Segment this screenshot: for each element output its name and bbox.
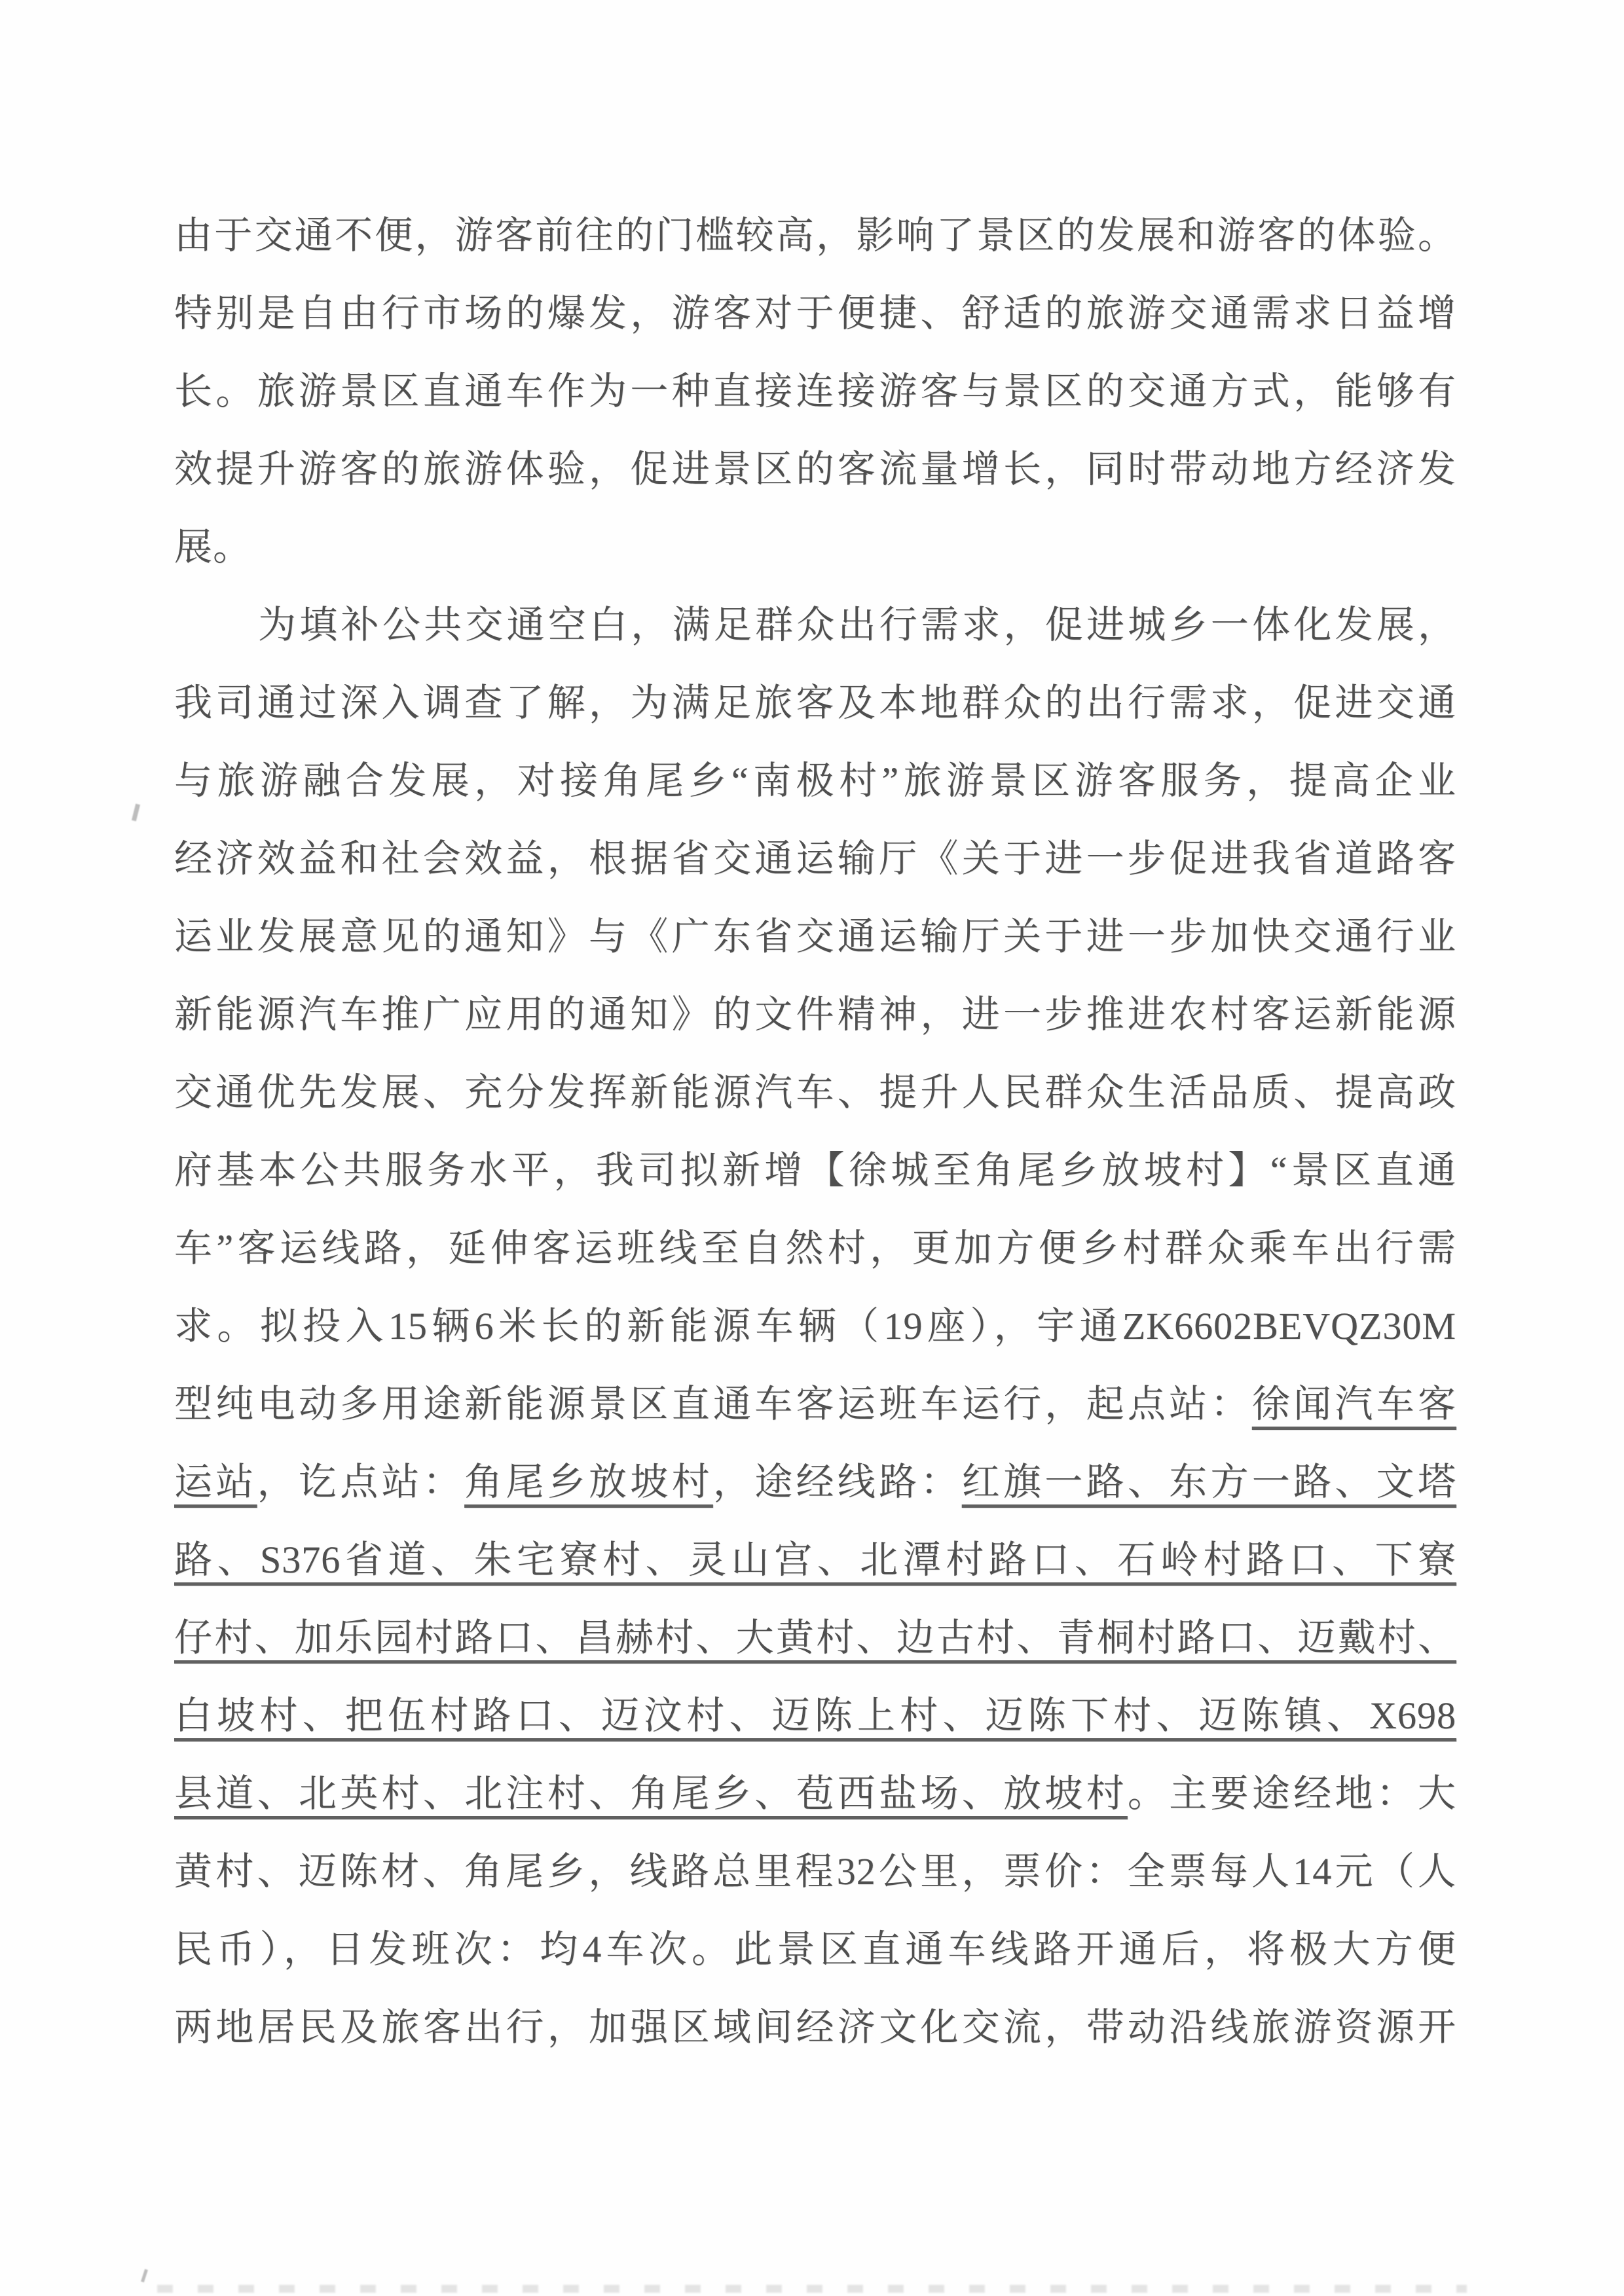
text-line (174, 1287, 1456, 1365)
scan-speck-artifact (132, 804, 140, 822)
text-segment: 长。旅游景区直通车作为一种直接连接游客与景区的交通方式，能够有 (174, 370, 1456, 412)
underlined-text-segment: 白坡村、把伍村路口、迈汶村、迈陈上村、迈陈下村、迈陈镇、X698 (174, 1694, 1456, 1737)
underlined-text-segment: 角尾乡放坡村 (464, 1461, 713, 1503)
text-line (174, 1209, 1456, 1287)
text-line (174, 1053, 1456, 1131)
text-line (174, 352, 1456, 430)
scan-speck-artifact (141, 2269, 148, 2283)
underlined-text-segment: 路、S376省道、朱宅寮村、灵山宫、北潭村路口、石岭村路口、下寮 (174, 1539, 1456, 1581)
text-segment: 黄村、迈陈材、角尾乡，线路总里程32公里，票价：全票每人14元（人 (174, 1850, 1456, 1893)
text-segment: 交通优先发展、充分发挥新能源汽车、提升人民群众生活品质、提高政 (174, 1071, 1456, 1114)
text-line (174, 1599, 1456, 1677)
text-segment: ，讫点站： (257, 1461, 465, 1503)
text-segment: 。主要途经地：大 (1127, 1772, 1456, 1815)
text-line (174, 196, 1456, 274)
text-line (174, 430, 1456, 508)
text-line (174, 1988, 1456, 2066)
text-segment: 经济效益和社会效益，根据省交通运输厅《关于进一步促进我省道路客 (174, 837, 1456, 880)
text-segment: 新能源汽车推广应用的通知》的文件精神，进一步推进农村客运新能源 (174, 993, 1456, 1036)
text-segment: 车”客运线路，延伸客运班线至自然村，更加方便乡村群众乘车出行需 (174, 1227, 1456, 1269)
text-segment: 为填补公共交通空白，满足群众出行需求，促进城乡一体化发展， (258, 604, 1456, 646)
underlined-text-segment: 运站 (174, 1461, 257, 1503)
document-body (174, 196, 1456, 2066)
text-segment: 民币），日发班次：均4车次。此景区直通车线路开通后，将极大方便 (174, 1928, 1456, 1971)
text-segment: 求。拟投入15辆6米长的新能源车辆（19座），宇通ZK6602BEVQZ30M (174, 1305, 1456, 1347)
text-line (174, 1443, 1456, 1521)
text-segment: 两地居民及旅客出行，加强区域间经济文化交流，带动沿线旅游资源开 (174, 2006, 1456, 2049)
text-segment: ，途经线路： (712, 1461, 962, 1503)
text-line (174, 1365, 1456, 1443)
text-segment: 府基本公共服务水平，我司拟新增【徐城至角尾乡放坡村】“景区直通 (174, 1149, 1456, 1192)
text-segment: 特别是自由行市场的爆发，游客对于便捷、舒适的旅游交通需求日益增 (174, 292, 1456, 335)
text-line (174, 1677, 1456, 1755)
text-segment: 与旅游融合发展，对接角尾乡“南极村”旅游景区游客服务，提高企业 (174, 759, 1456, 802)
underlined-text-segment: 徐闻汽车客 (1251, 1383, 1456, 1425)
text-line (174, 508, 1456, 586)
underlined-text-segment: 红旗一路、东方一路、文塔 (961, 1461, 1456, 1503)
text-line (174, 898, 1456, 975)
underlined-text-segment: 县道、北英村、北注村、角尾乡、苞西盐场、放坡村 (174, 1772, 1128, 1815)
cutoff-line-artifact (157, 2285, 1467, 2293)
text-line (174, 586, 1456, 664)
text-segment: 运业发展意见的通知》与《广东省交通运输厅关于进一步加快交通行业 (174, 915, 1456, 958)
text-line (174, 1910, 1456, 1988)
underlined-text-segment: 仔村、加乐园村路口、昌赫村、大黄村、边古村、青桐村路口、迈戴村、 (174, 1616, 1456, 1659)
text-line (174, 1131, 1456, 1209)
text-line (174, 820, 1456, 898)
text-line (174, 742, 1456, 820)
text-line (174, 1521, 1456, 1599)
text-line (174, 1755, 1456, 1832)
text-line (174, 975, 1456, 1053)
text-segment: 效提升游客的旅游体验，促进景区的客流量增长，同时带动地方经济发 (174, 448, 1456, 490)
text-segment: 我司通过深入调查了解，为满足旅客及本地群众的出行需求，促进交通 (174, 682, 1456, 724)
text-segment: 展。 (174, 526, 252, 568)
text-segment: 型纯电动多用途新能源景区直通车客运班车运行，起点站： (174, 1383, 1252, 1425)
text-segment: 由于交通不便，游客前往的门槛较高，影响了景区的发展和游客的体验。 (174, 214, 1456, 257)
text-line (174, 664, 1456, 742)
text-line (174, 1832, 1456, 1910)
text-line (174, 274, 1456, 352)
